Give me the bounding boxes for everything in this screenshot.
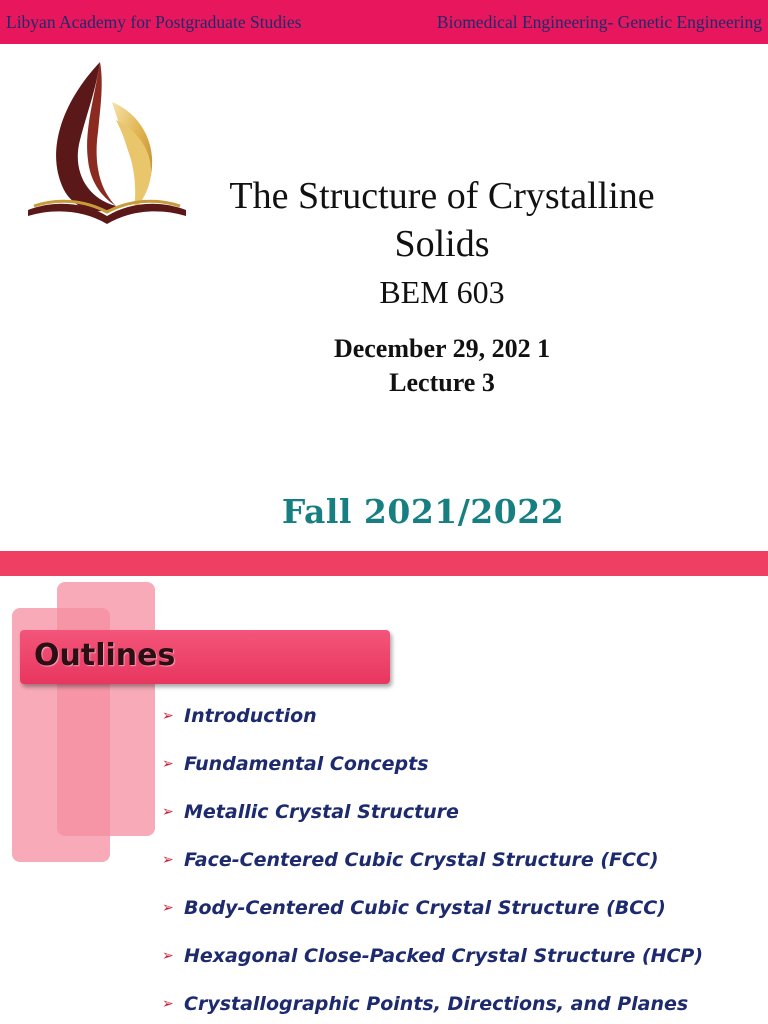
list-item: ➢ Metallic Crystal Structure bbox=[162, 798, 703, 846]
lecture-date: December 29, 202 1 bbox=[333, 334, 551, 363]
outline-slide bbox=[0, 548, 768, 1024]
list-item: ➢ Fundamental Concepts bbox=[162, 750, 703, 798]
list-item: ➢ Hexagonal Close-Packed Crystal Structure (HCP) bbox=[162, 942, 703, 990]
arrow-bullet-icon: ➢ bbox=[162, 948, 174, 964]
list-item: ➢ Introduction bbox=[162, 702, 703, 750]
lecture-title-line2: Solids bbox=[394, 223, 490, 265]
academic-term: Fall 2021/2022 bbox=[281, 492, 565, 531]
arrow-bullet-icon: ➢ bbox=[162, 900, 174, 916]
department-name: Biomedical Engineering- Genetic Engineering bbox=[436, 11, 762, 32]
academy-name: Libyan Academy for Postgraduate Studies bbox=[6, 11, 302, 32]
header-bar bbox=[0, 0, 768, 44]
list-item: ➢ Face-Centered Cubic Crystal Structure (FCC) bbox=[162, 846, 703, 894]
arrow-bullet-icon: ➢ bbox=[162, 756, 174, 772]
outline-heading: Outlines bbox=[34, 638, 176, 673]
arrow-bullet-icon: ➢ bbox=[162, 708, 174, 724]
title-block bbox=[200, 172, 684, 400]
list-item: ➢ Body-Centered Cubic Crystal Structure (BCC) bbox=[162, 894, 703, 942]
course-code: BEM 603 bbox=[379, 274, 505, 310]
outline-list bbox=[162, 702, 703, 1024]
lecture-title-line1: The Structure of Crystalline bbox=[229, 175, 655, 217]
arrow-bullet-icon: ➢ bbox=[162, 804, 174, 820]
academy-logo-icon bbox=[24, 60, 190, 230]
list-item: ➢ Crystallographic Points, Directions, and Planes bbox=[162, 990, 703, 1024]
arrow-bullet-icon: ➢ bbox=[162, 996, 174, 1012]
outline-banner bbox=[20, 630, 390, 684]
arrow-bullet-icon: ➢ bbox=[162, 852, 174, 868]
lecture-number: Lecture 3 bbox=[389, 368, 495, 397]
accent-bar bbox=[0, 551, 768, 576]
